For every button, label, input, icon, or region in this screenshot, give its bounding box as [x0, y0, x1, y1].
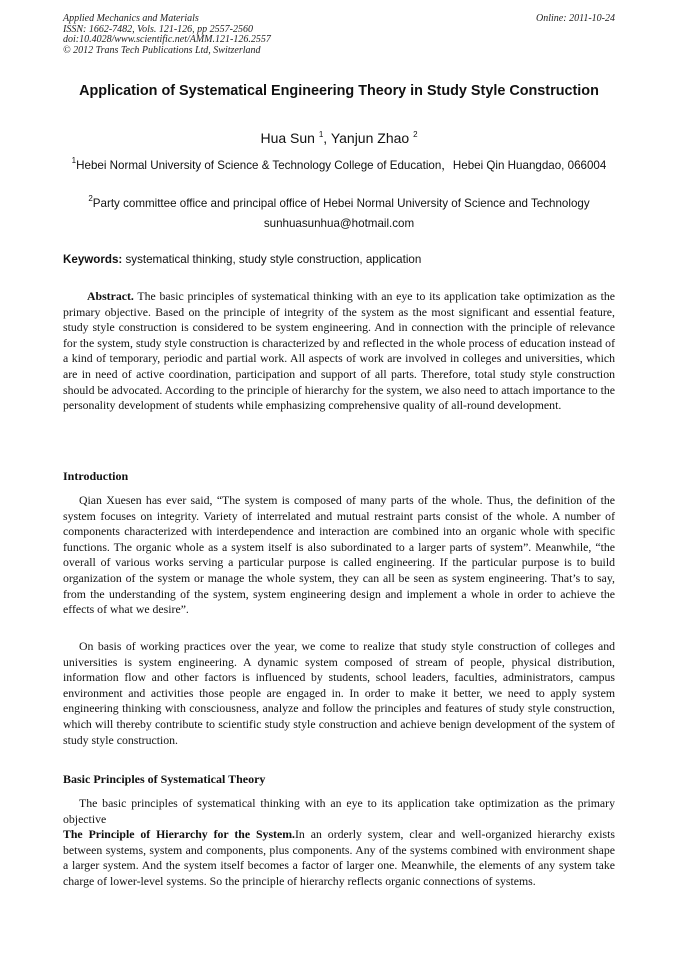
issn-line: ISSN: 1662-7482, Vols. 121-126, pp 2557-2560: [63, 23, 253, 35]
author-1-mark: 1: [318, 130, 324, 139]
copyright-line: © 2012 Trans Tech Publications Ltd, Switzerland: [63, 44, 261, 56]
introduction-paragraph-2: On basis of working practices over the year, we come to realize that study style construction of colleges and universities is system engineering. A dynamic system composed of stream of people, physical distribution, information flow and other factors is influenced by students, school leaders, faculties, administrators, campus environment and activities those people are engaged in. In order to make it better, we need to apply system engineering thinking with consciousness, analyze and follow the principles and features of study style construction, which will thereby contribute to scientific study style construction and achieve benign development of the system of study style construction.: [63, 639, 615, 747]
author-separator: ,: [323, 130, 331, 146]
paper-title: Application of Systematical Engineering Theory in Study Style Construction: [79, 83, 599, 99]
basic-principles-heading: Basic Principles of Systematical Theory: [63, 772, 266, 786]
journal-header: [63, 14, 615, 56]
author-2: Yanjun Zhao: [330, 130, 414, 146]
abstract-label: Abstract.: [87, 289, 134, 303]
online-date: Online: 2011-10-24: [536, 13, 615, 24]
author-1: Hua Sun: [260, 130, 319, 146]
affiliation-2-text: Party committee office and principal office of Hebei Normal University of Science and Technology: [92, 197, 590, 210]
affiliation-1-mark: 1: [71, 156, 77, 165]
abstract: [63, 289, 615, 414]
affiliation-2: [63, 196, 615, 212]
affiliation-1-text: Hebei Normal University of Science & Technology College of Education，Hebei Qin Huangdao, 066004: [76, 159, 607, 172]
basic-principles-paragraph-1: The basic principles of systematical thinking with an eye to its application take optimization as the primary objective: [63, 796, 615, 826]
hierarchy-principle-paragraph: [63, 827, 615, 889]
hierarchy-principle-text: In an orderly system, clear and well-organized hierarchy exists between systems, system and components, plus components. Any of the systems combined with environment shape a larger system. And the system itself becomes a factor of larger one. Meanwhile, the elements of any system take charge of lower-level systems. So the principle of hierarchy reflects organic connections of systems.: [63, 827, 615, 888]
journal-name: Applied Mechanics and Materials: [63, 13, 199, 24]
affiliation-1: [63, 158, 615, 174]
author-2-mark: 2: [413, 130, 418, 139]
introduction-heading: Introduction: [63, 469, 129, 483]
doi-line: doi:10.4028/www.scientific.net/AMM.121-126.2557: [63, 34, 271, 45]
affiliation-2-mark: 2: [88, 194, 93, 203]
abstract-text: The basic principles of systematical thinking with an eye to its application take optimization as the primary objective. Based on the principle of integrity of the system as the most significant and essential feature, study style construction is considered to be system engineering. And in connection with the principle of relevance for the system, study style construction is characterized by and reflected in the whole process of education instead of a kind of temporary, periodic and partial work. All aspects of work are involved in colleges and universities, which are in need of active coordination, participation and support of all parts. Therefore, total study style construction should be advocated. According to the principle of hierarchy for the system, we also need to attach importance to the personality development of students while emphasizing comprehensive quality of all-round development.: [63, 289, 615, 413]
keywords: [63, 253, 615, 266]
author-line: [63, 130, 615, 146]
keywords-label: Keywords:: [63, 253, 123, 266]
keywords-text: systematical thinking, study style construction, application: [122, 253, 422, 266]
author-email: sunhuasunhua@hotmail.com: [263, 217, 415, 230]
introduction-paragraph-1: Qian Xuesen has ever said, “The system is composed of many parts of the whole. Thus, the definition of the system focuses on integrity. Variety of interrelated and mutual restraint parts consist of the whole. A number of components characterized with interdependence and interaction are combined into an organic whole with specific functions. The organic whole as a system itself is also subordinated to a larger parts of system”. Meanwhile, “the overall of various works serving a particular purpose is called engineering. If the particular purpose is to build organization of the system or manage the whole system, they can all be seen as system engineering. That’s to say, from the understanding of the system, system engineering design and implement a whole in order to achieve the effects of what we desire”.: [63, 493, 615, 617]
hierarchy-principle-label: The Principle of Hierarchy for the System.: [63, 827, 295, 841]
